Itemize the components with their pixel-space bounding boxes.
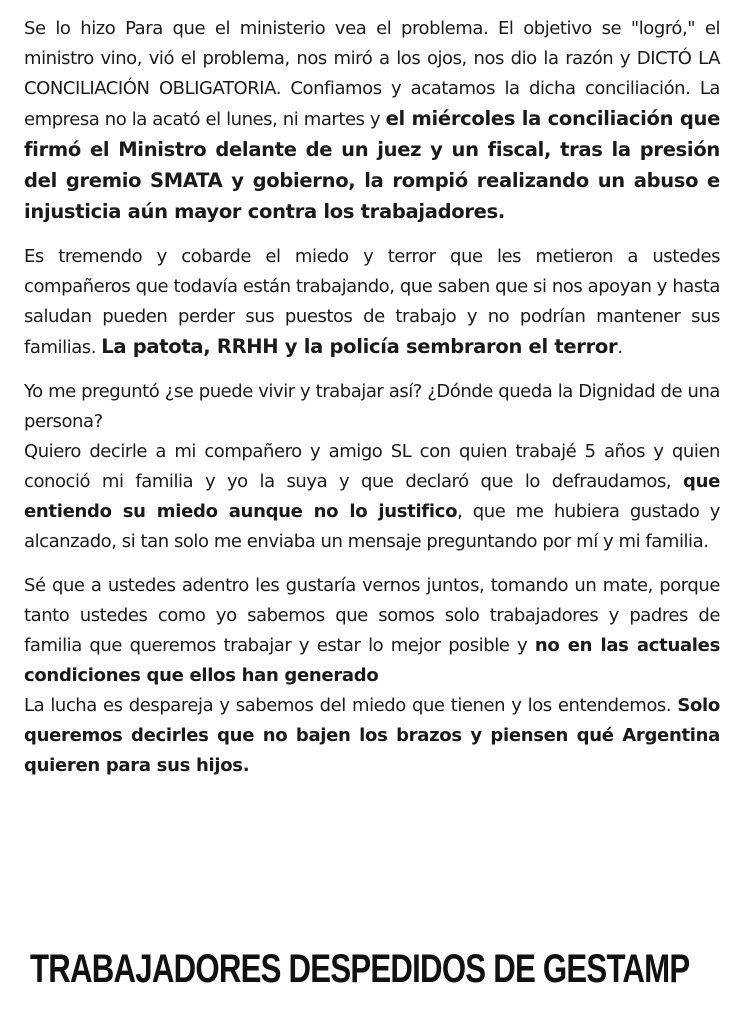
paragraph-conciliation	[24, 14, 720, 228]
paragraph-mate	[24, 571, 720, 691]
paragraph-question	[24, 377, 720, 437]
paragraph-text: Yo me preguntó ¿se puede vivir y trabajar así? ¿Dónde queda la Dignidad de una persona?	[24, 381, 720, 432]
paragraph-text: Se lo hizo Para que el ministerio vea el problema. El objetivo se "logró," el ministro vino, vió el problema, nos miró a los ojos, nos dio la razón y DICTÓ LA CONCILIACIÓN OBLIGATORIA. Confiamos y acatamos la dicha conciliación. La empresa no la acató el lunes, ni martes y	[24, 18, 720, 130]
paragraph-text: Es tremendo y cobarde el miedo y terror que les metieron a ustedes compañeros que todavía están trabajando, que saben que si nos apoyan y hasta saludan pueden perder sus puestos de trabajo y no podrían mantener sus familias.	[24, 246, 720, 358]
paragraph-text: Quiero decirle a mi compañero y amigo SL con quien trabajé 5 años y quien conoció mi familia y yo la suya y que declaró que lo defraudamos,	[24, 441, 720, 492]
paragraph-struggle	[24, 691, 720, 781]
paragraph-text: .	[617, 337, 623, 358]
paragraph-fear	[24, 242, 720, 363]
paragraph-text: , que me hubiera gustado y alcanzado, si tan solo me enviaba un mensaje preguntando por mí y mi familia.	[24, 501, 720, 552]
emphasis-text: que entiendo su miedo aunque no lo justifico	[24, 471, 720, 522]
emphasis-text: La patota, RRHH y la policía sembraron el terror	[101, 335, 618, 358]
emphasis-text: el miércoles la conciliación que firmó el Ministro delante de un juez y un fiscal, tras la presión del gremio SMATA y gobierno, la rompió realizando un abuso e injusticia aún mayor contra los trabajadores.	[24, 107, 720, 223]
signature-headline: TRABAJADORES DESPEDIDOS DE GESTAMP	[30, 947, 690, 991]
paragraph-text: Sé que a ustedes adentro les gustaría vernos juntos, tomando un mate, porque tanto ustedes como yo sabemos que somos solo trabajadores y padres de familia que queremos trabajar y estar lo mejor posible y	[24, 575, 720, 656]
emphasis-text: no en las actuales condiciones que ellos han generado	[24, 635, 720, 686]
emphasis-text: Solo queremos decirles que no bajen los brazos y piensen qué Argentina quieren para sus hijos.	[24, 695, 720, 776]
paragraph-text: La lucha es despareja y sabemos del miedo que tienen y los entendemos.	[24, 695, 678, 716]
paragraph-companion	[24, 437, 720, 557]
article-body	[24, 14, 720, 795]
